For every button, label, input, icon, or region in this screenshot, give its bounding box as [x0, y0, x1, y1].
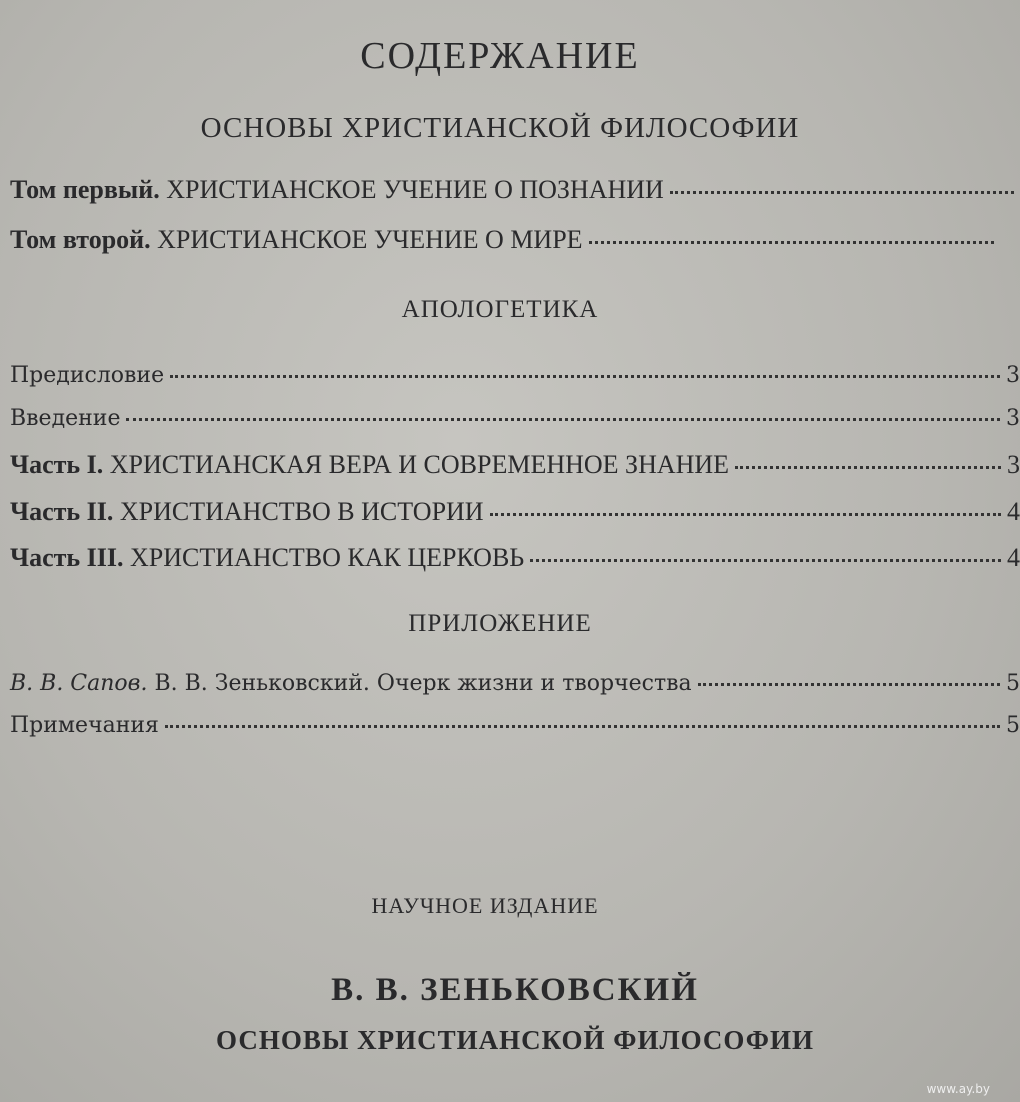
toc-entry-lead: Том второй. — [10, 225, 151, 254]
toc-entry-lead: Часть I. — [10, 450, 104, 479]
toc-entry — [10, 543, 1020, 573]
dot-leader — [670, 191, 1014, 194]
author-name: В. В. ЗЕНЬКОВСКИЙ — [331, 972, 699, 1008]
toc-entry — [10, 406, 1020, 431]
dot-leader — [490, 513, 1001, 516]
dot-leader — [698, 683, 1000, 686]
toc-entry-page: 5 — [1006, 713, 1020, 738]
toc-entry-page: 4 — [1007, 543, 1020, 572]
edition-label: НАУЧНОЕ ИЗДАНИЕ — [371, 893, 599, 918]
section-title-apologetics: АПОЛОГЕТИКА — [401, 296, 599, 323]
toc-entry-page: 5 — [1006, 671, 1020, 696]
toc-entry — [10, 713, 1020, 738]
section-title-appendix: ПРИЛОЖЕНИЕ — [408, 610, 592, 637]
dot-leader — [735, 466, 1001, 469]
book-title: ОСНОВЫ ХРИСТИАНСКОЙ ФИЛОСОФИИ — [216, 1025, 814, 1055]
toc-entry-text: ХРИСТИАНСКОЕ УЧЕНИЕ О МИРЕ — [157, 225, 583, 254]
toc-entry — [10, 671, 1020, 696]
toc-entry-page: 3 — [1007, 450, 1020, 479]
toc-entry-text: Примечания — [10, 713, 159, 738]
dot-leader — [126, 418, 1000, 421]
toc-entry-text: ХРИСТИАНСКАЯ ВЕРА И СОВРЕМЕННОЕ ЗНАНИЕ — [109, 450, 730, 479]
toc-entry-lead: Том первый. — [10, 175, 160, 204]
toc-entry — [10, 225, 1000, 255]
toc-entry — [10, 363, 1020, 388]
toc-entry — [10, 450, 1020, 480]
toc-entry-page: 3 — [1006, 406, 1020, 431]
toc-entry-lead: Часть II. — [10, 497, 114, 526]
page-title: СОДЕРЖАНИЕ — [360, 35, 640, 77]
toc-entry-text: Введение — [10, 406, 121, 431]
toc-entry-page: 3 — [1006, 363, 1020, 388]
dot-leader — [530, 559, 1001, 562]
dot-leader — [165, 725, 1000, 728]
watermark: www.ay.by — [926, 1082, 990, 1096]
toc-entry — [10, 497, 1020, 527]
toc-entry-text: ХРИСТИАНСКОЕ УЧЕНИЕ О ПОЗНАНИИ — [166, 175, 664, 204]
toc-entry-text: ХРИСТИАНСТВО КАК ЦЕРКОВЬ — [130, 543, 525, 572]
toc-entry-lead: Часть III. — [10, 543, 124, 572]
toc-entry — [10, 175, 1020, 205]
section-title-philosophy: ОСНОВЫ ХРИСТИАНСКОЙ ФИЛОСОФИИ — [200, 112, 800, 144]
toc-entry-lead: В. В. Сапов. — [10, 671, 148, 696]
toc-entry-text: В. В. Зеньковский. Очерк жизни и творчества — [154, 671, 692, 696]
toc-entry-page: 4 — [1007, 497, 1020, 526]
toc-entry-text: Предисловие — [10, 363, 165, 388]
toc-entry-text: ХРИСТИАНСТВО В ИСТОРИИ — [119, 497, 484, 526]
dot-leader — [589, 241, 994, 244]
dot-leader — [170, 375, 1000, 378]
